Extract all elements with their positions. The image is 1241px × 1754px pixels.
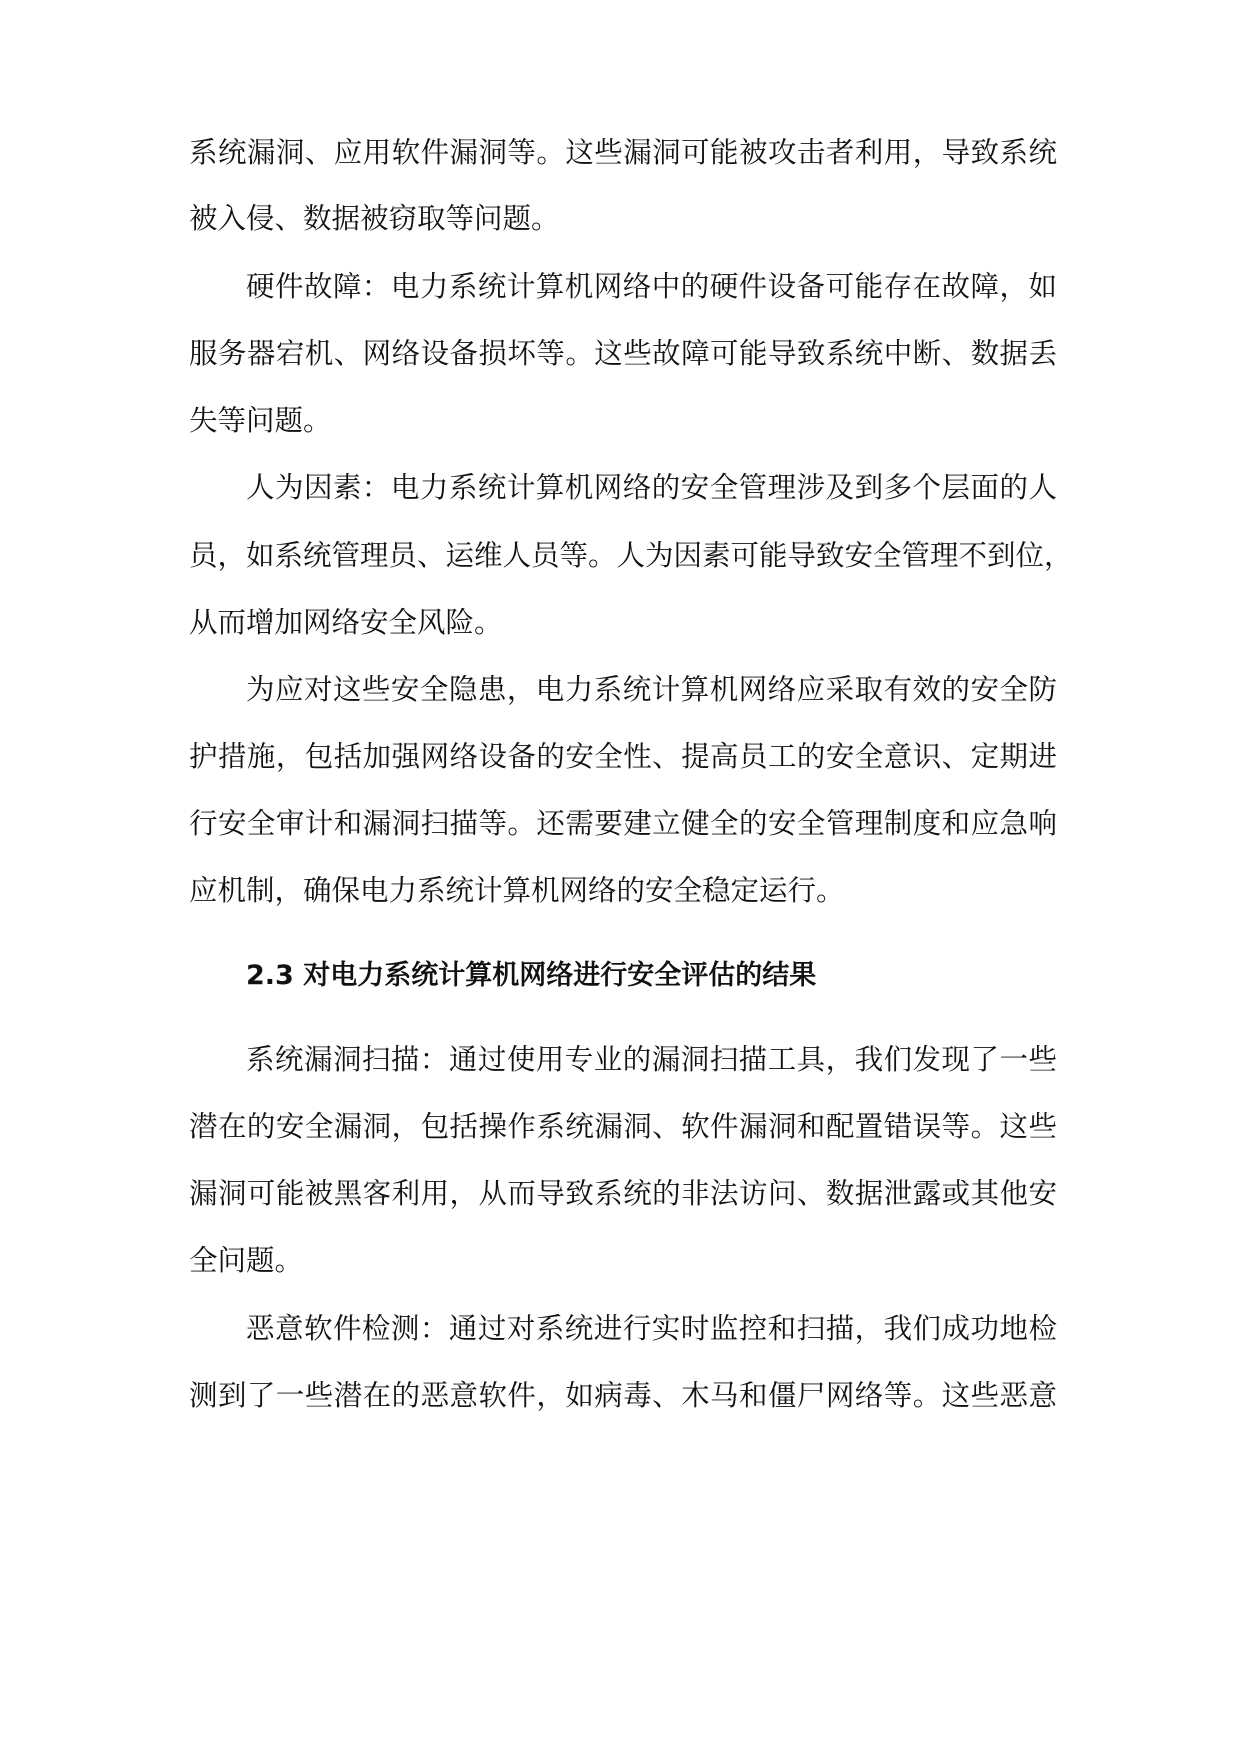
paragraph-1-line-2: 被入侵、数据被窃取等问题。 [189,202,560,235]
paragraph-3-line-1: 人为因素：电力系统计算机网络的安全管理涉及到多个层面的人 [246,471,1057,504]
paragraph-4-line-2: 护措施，包括加强网络设备的安全性、提高员工的安全意识、定期进 [189,740,1057,773]
paragraph-1-line-1: 系统漏洞、应用软件漏洞等。这些漏洞可能被攻击者利用，导致系统 [189,136,1057,169]
paragraph-4-line-1: 为应对这些安全隐患，电力系统计算机网络应采取有效的安全防 [246,673,1057,706]
paragraph-6-line-2: 测到了一些潜在的恶意软件，如病毒、木马和僵尸网络等。这些恶意 [189,1379,1057,1412]
paragraph-3-line-2: 员，如系统管理员、运维人员等。人为因素可能导致安全管理不到位， [189,539,1073,572]
paragraph-5-line-3: 漏洞可能被黑客利用，从而导致系统的非法访问、数据泄露或其他安 [189,1177,1057,1210]
paragraph-5-line-1: 系统漏洞扫描：通过使用专业的漏洞扫描工具，我们发现了一些 [246,1043,1057,1076]
paragraph-3-line-3: 从而增加网络安全风险。 [189,606,503,639]
paragraph-5-line-4: 全问题。 [189,1244,304,1277]
paragraph-4-line-4: 应机制，确保电力系统计算机网络的安全稳定运行。 [189,874,845,907]
paragraph-2-line-1: 硬件故障：电力系统计算机网络中的硬件设备可能存在故障，如 [246,270,1057,303]
section-heading: 2.3 对电力系统计算机网络进行安全评估的结果 [246,960,817,991]
paragraph-5-line-2: 潜在的安全漏洞，包括操作系统漏洞、软件漏洞和配置错误等。这些 [189,1110,1057,1143]
paragraph-6-line-1: 恶意软件检测：通过对系统进行实时监控和扫描，我们成功地检 [246,1312,1057,1345]
paragraph-4-line-3: 行安全审计和漏洞扫描等。还需要建立健全的安全管理制度和应急响 [189,807,1057,840]
paragraph-2-line-2: 服务器宕机、网络设备损坏等。这些故障可能导致系统中断、数据丢 [189,337,1057,370]
paragraph-2-line-3: 失等问题。 [189,404,332,437]
